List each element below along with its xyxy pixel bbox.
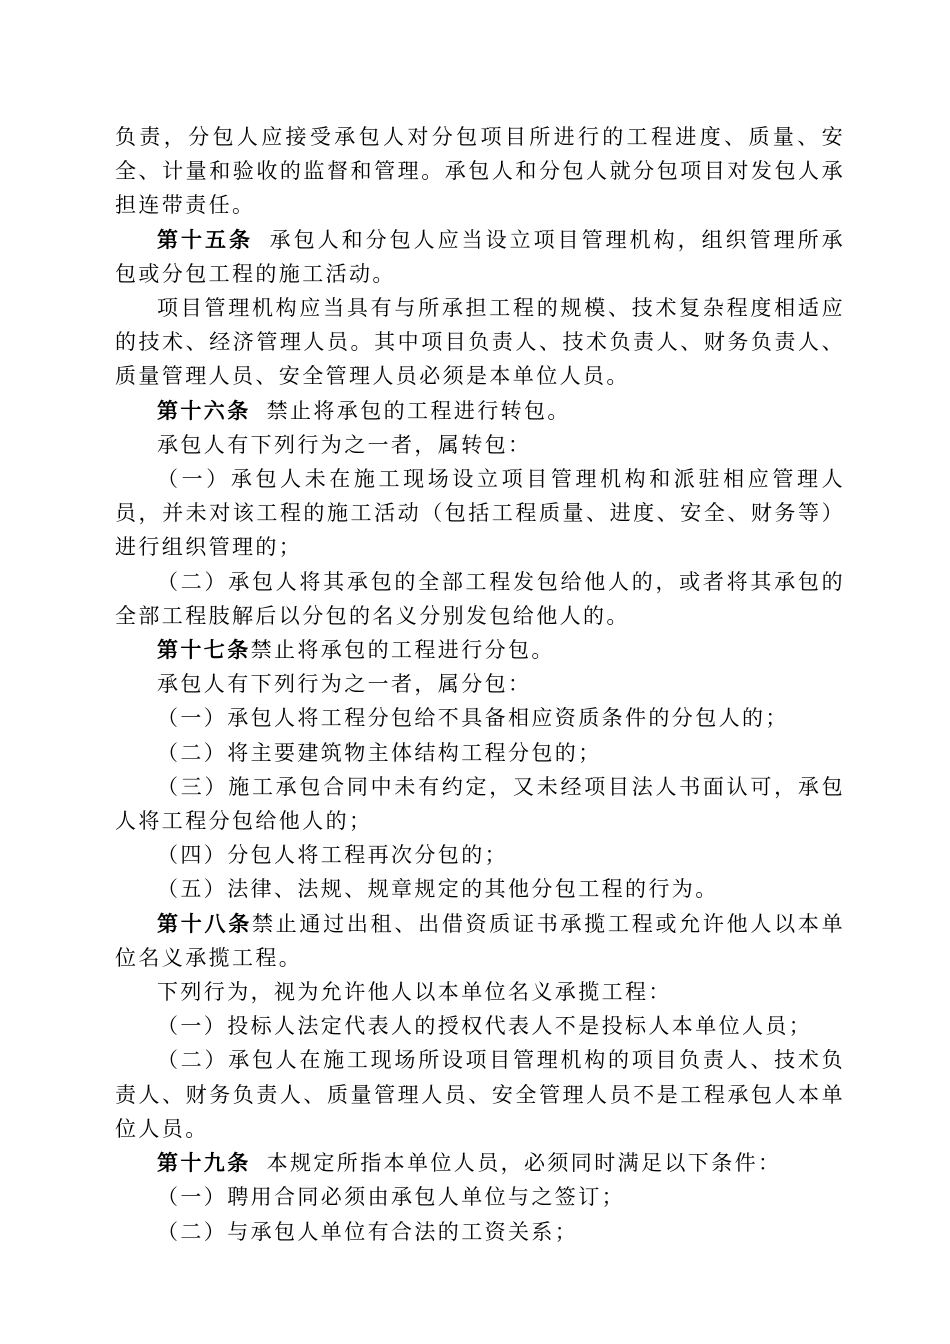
article-heading: 第十六条 [157, 397, 251, 423]
article-17 [115, 633, 845, 667]
paragraph-text: （二）与承包人单位有合法的工资关系； [157, 1219, 579, 1244]
document-body [115, 120, 845, 1249]
article-heading: 第十七条 [157, 637, 251, 663]
paragraph-16 [115, 975, 845, 1009]
paragraph-text: 禁止将承包的工程进行分包。 [250, 638, 555, 663]
paragraph-text: （一）承包人未在施工现场设立项目管理机构和派驻相应管理人员，并未对该工程的施工活动（包括工程质量、进度、安全、财务等）进行组织管理的； [115, 467, 845, 560]
paragraph-5 [115, 428, 845, 462]
article-heading: 第十八条 [157, 910, 252, 936]
paragraph-text: （一）聘用合同必须由承包人单位与之签订； [157, 1185, 625, 1210]
list-item [115, 770, 845, 838]
article-19 [115, 1146, 845, 1180]
list-item [115, 701, 845, 735]
paragraph-text: 承包人和分包人应当设立项目管理机构，组织管理所承包或分包工程的施工活动。 [115, 227, 845, 286]
article-18 [115, 907, 845, 975]
paragraph-text: （二）承包人将其承包的全部工程发包给他人的，或者将其承包的全部工程肢解后以分包的名义分别发包给他人的。 [115, 569, 845, 628]
paragraph-text: （五）法律、法规、规章规定的其他分包工程的行为。 [157, 877, 719, 902]
paragraph-text: （一）承包人将工程分包给不具备相应资质条件的分包人的； [157, 706, 789, 731]
list-item [115, 1043, 845, 1146]
paragraph-text: （一）投标人法定代表人的授权代表人不是投标人本单位人员； [157, 1014, 813, 1039]
article-15 [115, 223, 845, 291]
list-item [115, 1009, 845, 1043]
paragraph-text: 项目管理机构应当具有与所承担工程的规模、技术复杂程度相适应的技术、经济管理人员。其中项目负责人、技术负责人、财务负责人、质量管理人员、安全管理人员必须是本单位人员。 [115, 296, 845, 389]
list-item [115, 565, 845, 633]
paragraph-text: 承包人有下列行为之一者，属分包： [157, 672, 532, 697]
list-item [115, 872, 845, 906]
paragraph-text: （二）承包人在施工现场所设项目管理机构的项目负责人、技术负责人、财务负责人、质量管理人员、安全管理人员不是工程承包人本单位人员。 [115, 1048, 845, 1141]
paragraph-1 [115, 120, 845, 223]
list-item [115, 736, 845, 770]
paragraph-text: 禁止将承包的工程进行转包。 [266, 398, 571, 423]
article-heading: 第十九条 [157, 1150, 251, 1176]
article-16 [115, 394, 845, 428]
paragraph-text: 承包人有下列行为之一者，属转包： [157, 432, 532, 457]
paragraph-3 [115, 291, 845, 394]
list-item [115, 1215, 845, 1249]
paragraph-text: 本规定所指本单位人员，必须同时满足以下条件： [266, 1151, 782, 1176]
list-item [115, 462, 845, 565]
paragraph-text: （二）将主要建筑物主体结构工程分包的； [157, 740, 602, 765]
paragraph-text: 下列行为，视为允许他人以本单位名义承揽工程： [157, 980, 672, 1005]
article-heading: 第十五条 [157, 226, 253, 252]
paragraph-9 [115, 667, 845, 701]
paragraph-text: （四）分包人将工程再次分包的； [157, 843, 508, 868]
paragraph-text: 负责，分包人应接受承包人对分包项目所进行的工程进度、质量、安全、计量和验收的监督和管理。承包人和分包人就分包项目对发包人承担连带责任。 [115, 125, 845, 218]
paragraph-text: （三）施工承包合同中未有约定，又未经项目法人书面认可，承包人将工程分包给他人的； [115, 774, 845, 834]
list-item [115, 1180, 845, 1214]
list-item [115, 838, 845, 872]
paragraph-text: 禁止通过出租、出借资质证书承揽工程或允许他人以本单位名义承揽工程。 [115, 911, 845, 970]
